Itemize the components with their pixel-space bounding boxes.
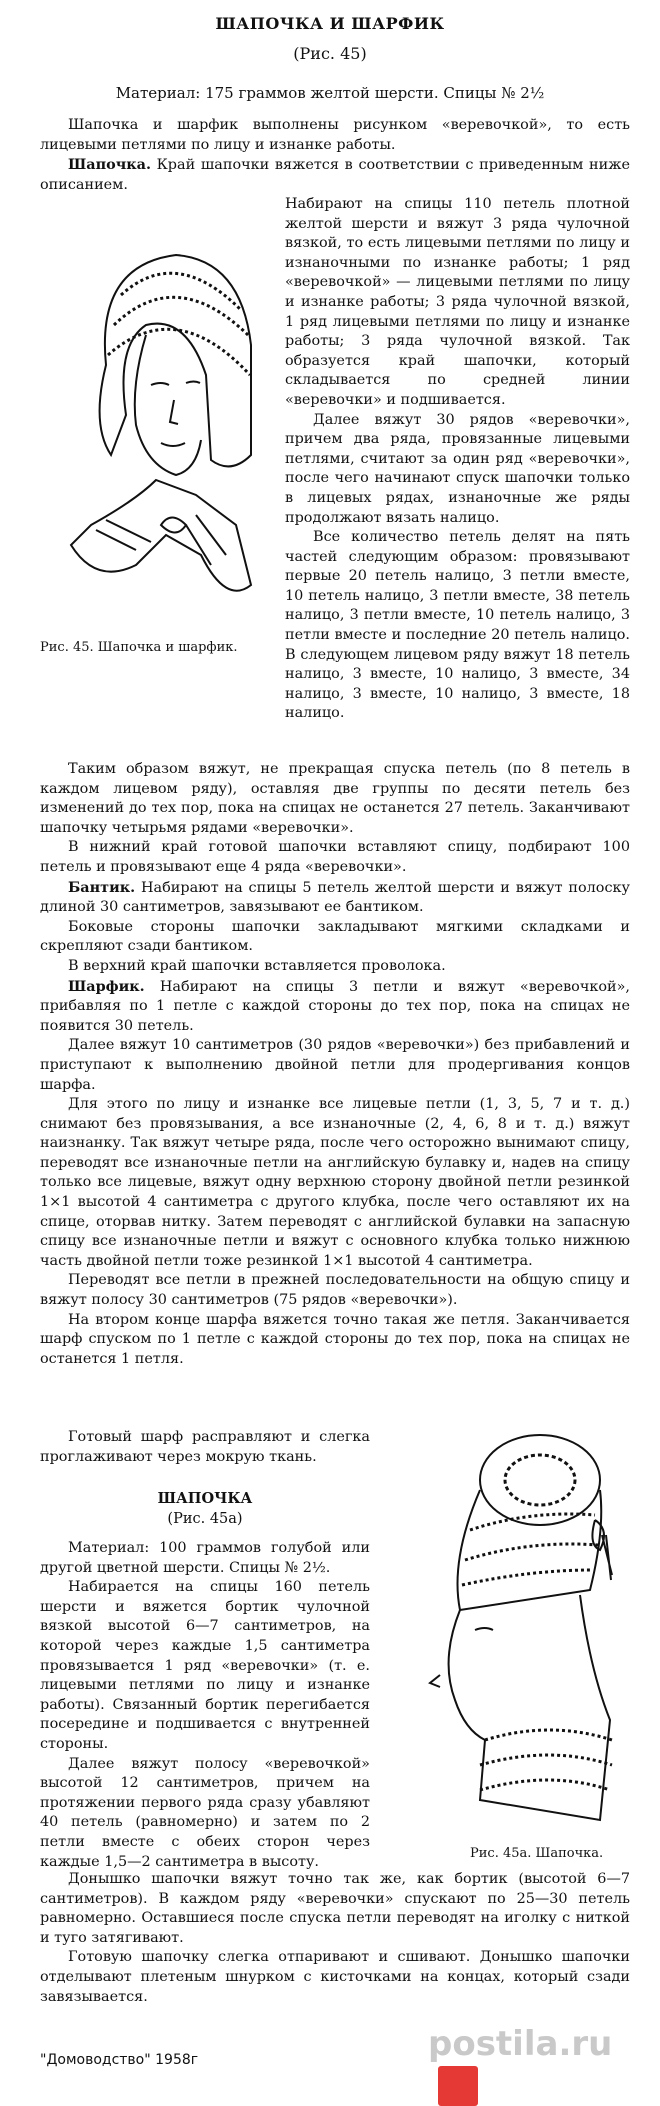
scarf-label: Шарфик. <box>68 977 145 995</box>
intro-paragraph: Шапочка и шарфик выполнены рисунком «веревочкой», то есть лицевыми петлями по лицу и изнанке работы. <box>40 117 630 153</box>
bow-text: Набирают на спицы 5 петель желтой шерсти и вяжут полоску длиной 30 сантиметров, завязывают ее бантиком. <box>40 879 630 916</box>
paragraph-8: Далее вяжут 10 сантиметров (30 рядов «веревочки») без прибавлений и приступают к выполнению двойной петли для продергивания концов шарфа. <box>40 1037 630 1093</box>
bow-label: Бантик. <box>68 878 136 896</box>
paragraph-2: Далее вяжут 30 рядов «веревочки», причем два ряда, провязанные лицевыми петлями, считают за один ряд «веревочки», после чего начинают спуск шапочки только в лицевых рядах, изнаночные же ряды продолжают вязать налицо. <box>285 411 630 526</box>
section2-bottom <box>40 1870 630 2007</box>
cap-label: Шапочка. <box>68 156 151 174</box>
paragraph-11: На втором конце шарфа вяжется точно такая же петля. Заканчивается шарф спуском по 1 петле с каждой стороны до тех пор, пока на спицах не останется 1 петля. <box>40 1311 630 1367</box>
figure-caption-1: Рис. 45. Шапочка и шарфик. <box>40 640 238 655</box>
hat-body-shape <box>458 1490 602 1610</box>
section2-paragraph-4: Готовую шапочку слегка отпаривают и сшивают. Донышко шапочки отделывают плетеным шнурком с кисточками на концах, который сзади завязывается. <box>40 1949 630 2005</box>
section2-material: Материал: 100 граммов голубой или другой цветной шерсти. Спицы № 2½. <box>40 1540 370 1576</box>
head-neck-shape <box>449 1595 610 1820</box>
scarf-paragraph <box>40 977 630 1037</box>
section2-left <box>40 1490 370 1872</box>
section2-paragraph-1: Набирается на спицы 160 петель шерсти и вяжется бортик чулочной вязкой высотой 6—7 сантиметров, на которой через каждые 1,5 сантиметра провязывается 1 ряд «веревочки» (т. е. лицевыми петлями по лицу и изнанке работы). Связанный бортик перегибается посередине и подшивается с внутренней стороны. <box>40 1579 370 1752</box>
section2-paragraph-3: Донышко шапочки вяжут точно так же, как бортик (высотой 6—7 сантиметров). В каждом ряду «веревочки» спускают по 25—30 петель равномерно. Оставшиеся после спуска петли переводят на иголку с ниткой и туго затягивают. <box>40 1871 630 1946</box>
paragraph-9: Для этого по лицу и изнанке все лицевые петли (1, 3, 5, 7 и т. д.) снимают без провязывания, а все изнаночные (2, 4, 6, 8 и т. д.) вяжут наизнанку. Так вяжут четыре ряда, после чего осторожно вынимают спицу, переводят все изнаночные петли на английскую булавку и, надев на спицу только все лицевые, вяжут одну верхнюю сторону двойной петли резинкой 1×1 высотой 4 сантиметра с другого клубка, после чего оставляют их на спице, оторвав нитку. Затем переводят с английской булавки на запасную спицу все изнаночные петли и вяжут с основного клубка только нижнюю часть двойной петли тоже резинкой 1×1 высотой 4 сантиметра. <box>40 1096 630 1269</box>
source-footer: "Домоводство" 1958г <box>40 2052 199 2068</box>
main-text-block <box>40 760 630 1369</box>
section2-title: ШАПОЧКА <box>157 1490 253 1507</box>
paragraph-7: В верхний край шапочки вставляется проволока. <box>68 957 446 974</box>
paragraph-5: В нижний край готовой шапочки вставляют спицу, подбирают 100 петель и провязывают еще 4 ряда «веревочки». <box>40 839 630 875</box>
section2-paragraph-2: Далее вяжут полосу «веревочкой» высотой 12 сантиметров, причем на протяжении первого ряда сразу убавляют 40 петель (равномерно) и затем по 2 петли вместе с обеих сторон через каждые 1,5—2 сантиметра в высоту. <box>40 1755 370 1870</box>
paragraph-1: Набирают на спицы 110 петель плотной желтой шерсти и вяжут 3 ряда чулочной вязкой, то есть лицевыми петлями по лицу и изнаночными по изнанке работы; 1 ряд «веревочкой» — лицевыми петлями по лицу и изнанке работы; 3 ряда чулочной вязкой, 1 ряд лицевыми петлями по лицу и изнанке работы; 3 ряда чулочной вязкой. Так образуется край шапочки, который складывается по средней линии «веревочки» и подшивается. <box>285 196 630 408</box>
watermark <box>428 2024 660 2106</box>
hat-illustration <box>380 1420 630 1840</box>
article-title: ШАПОЧКА И ШАРФИК <box>215 14 445 33</box>
section2-figure: (Рис. 45а) <box>167 1511 243 1527</box>
pin-icon <box>438 2066 478 2106</box>
hat-brim-shape <box>100 255 251 466</box>
paragraph-12-block <box>40 1428 370 1467</box>
scarf-text: Набирают на спицы 3 петли и вяжут «веревочкой», прибавляя по 1 петле с каждой стороны до тех пор, пока на спицах не появится 30 петель. <box>40 978 630 1034</box>
material-line: Материал: 175 граммов желтой шерсти. Спицы № 2½ <box>115 84 545 102</box>
cap-paragraph <box>40 155 630 195</box>
paragraph-10: Переводят все петли в прежней последовательности на общую спицу и вяжут полосу 30 сантиметров (75 рядов «веревочки»). <box>40 1272 630 1309</box>
paragraph-4: Таким образом вяжут, не прекращая спуска петель (по 8 петель в каждом лицевом ряду), оставляя две группы по десяти петель без изменений до тех пор, пока на спицах не останется 27 петель. Заканчивают шапочку четырьмя рядами «веревочки». <box>40 761 630 836</box>
paragraph-3: Все количество петель делят на пять частей следующим образом: провязывают первые 20 петель налицо, 3 петли вместе, 10 петель налицо, 3 петли вместе, 38 петель налицо, 3 петли вместе, 10 петель налицо, 3 петли вместе и последние 20 петель налицо. В следующем лицевом ряду вяжут 18 петель налицо, 3 вместе, 10 налицо, 3 вместе, 34 налицо, 3 вместе, 10 налицо, 3 вместе, 18 налицо. <box>285 529 630 722</box>
figure-ref: (Рис. 45) <box>293 44 367 63</box>
paragraph-12: Готовый шарф расправляют и слегка проглаживают через мокрую ткань. <box>40 1429 370 1465</box>
figure-caption-2: Рис. 45а. Шапочка. <box>470 1846 604 1861</box>
intro-block <box>40 116 630 195</box>
paragraph-6: Боковые стороны шапочки закладывают мягкими складками и скрепляют сзади бантиком. <box>40 918 630 955</box>
hat-scarf-illustration <box>36 225 276 625</box>
section2-text <box>40 1539 370 1872</box>
cap-text: Край шапочки вяжется в соответствии с приведенным ниже описанием. <box>40 157 630 193</box>
scarf-shape <box>71 480 251 591</box>
bow-paragraph <box>40 878 630 918</box>
watermark-text: postila.ru <box>428 2024 613 2064</box>
right-column-1 <box>285 195 630 724</box>
hat-crown <box>480 1435 600 1525</box>
